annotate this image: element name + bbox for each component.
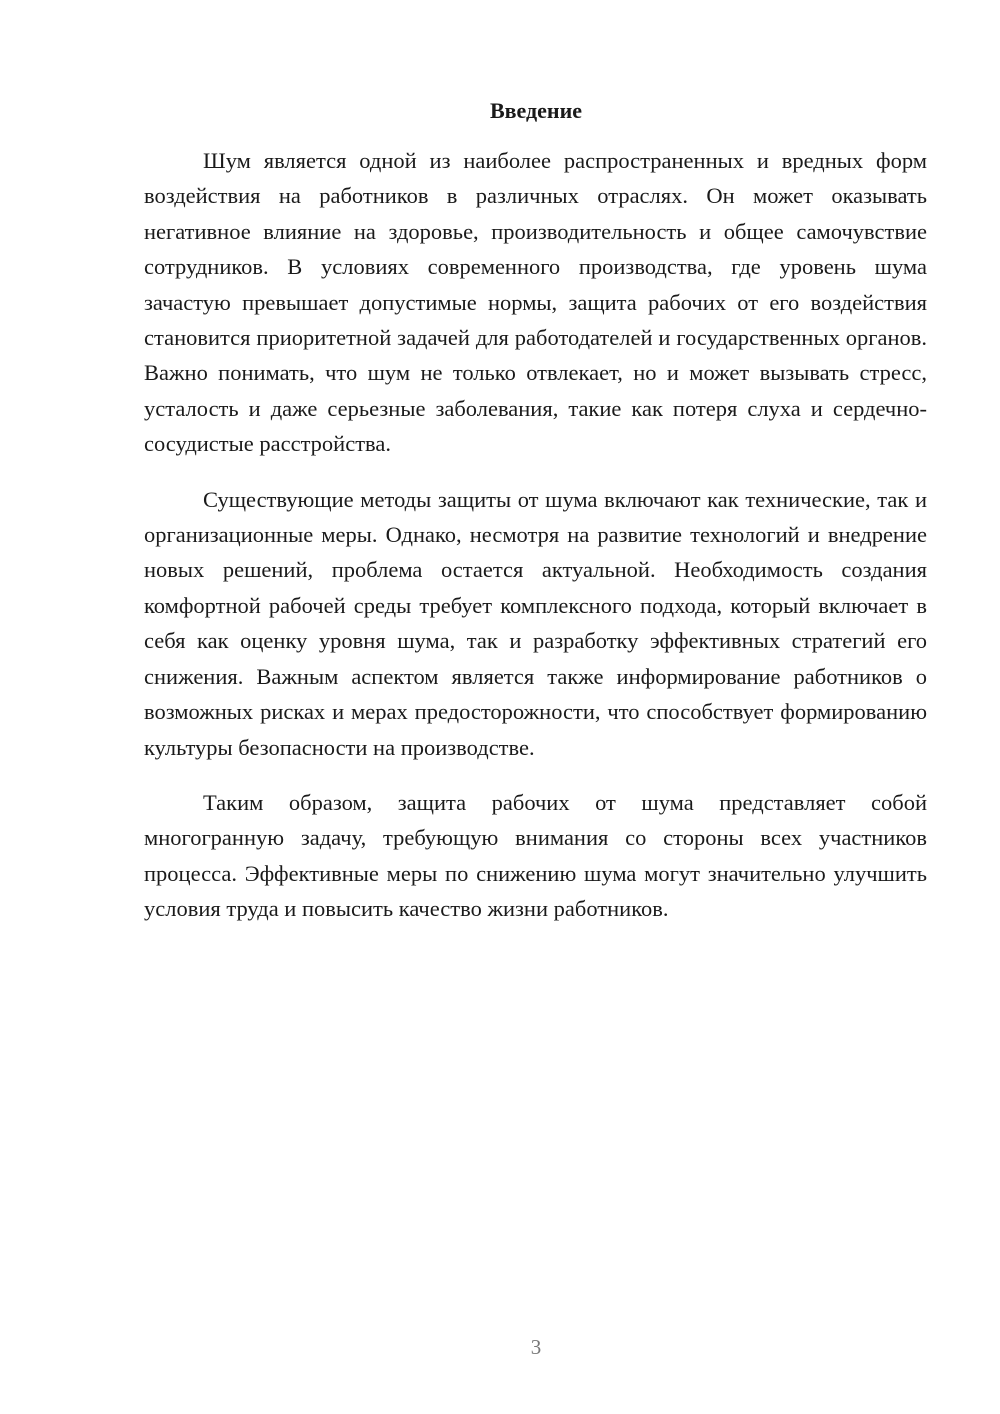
- paragraph-1: Шум является одной из наиболее распространенных и вредных форм воздействия на работников в различных отраслях. Он может оказывать негативное влияние на здоровье, производительность и общее самочувствие сотрудников. В условиях современного производства, где уровень шума зачастую превышает допустимые нормы, защита рабочих от его воздействия становится приоритетной задачей для работодателей и государственных органов. Важно понимать, что шум не только отвлекает, но и может вызывать стресс, усталость и даже серьезные заболевания, такие как потеря слуха и сердечно-сосудистые расстройства.: [144, 148, 927, 457]
- paragraph-3: Таким образом, защита рабочих от шума представляет собой многогранную задачу, требующую внимания со стороны всех участников процесса. Эффективные меры по снижению шума могут значительно улучшить условия труда и повысить качество жизни работников.: [144, 789, 927, 922]
- paragraph-2: Существующие методы защиты от шума включают как технические, так и организационные меры. Однако, несмотря на развитие технологий и внедрение новых решений, проблема остается актуальной. Необходимость создания комфортной рабочей среды требует комплексного подхода, который включает в себя как оценку уровня шума, так и разработку эффективных стратегий его снижения. Важным аспектом является также информирование работников о возможных рисках и мерах предосторожности, что способствует формированию культуры безопасности на производстве.: [144, 486, 927, 760]
- section-heading: Введение: [489, 98, 583, 123]
- page-number: 3: [530, 1335, 542, 1359]
- body-text: [144, 143, 927, 947]
